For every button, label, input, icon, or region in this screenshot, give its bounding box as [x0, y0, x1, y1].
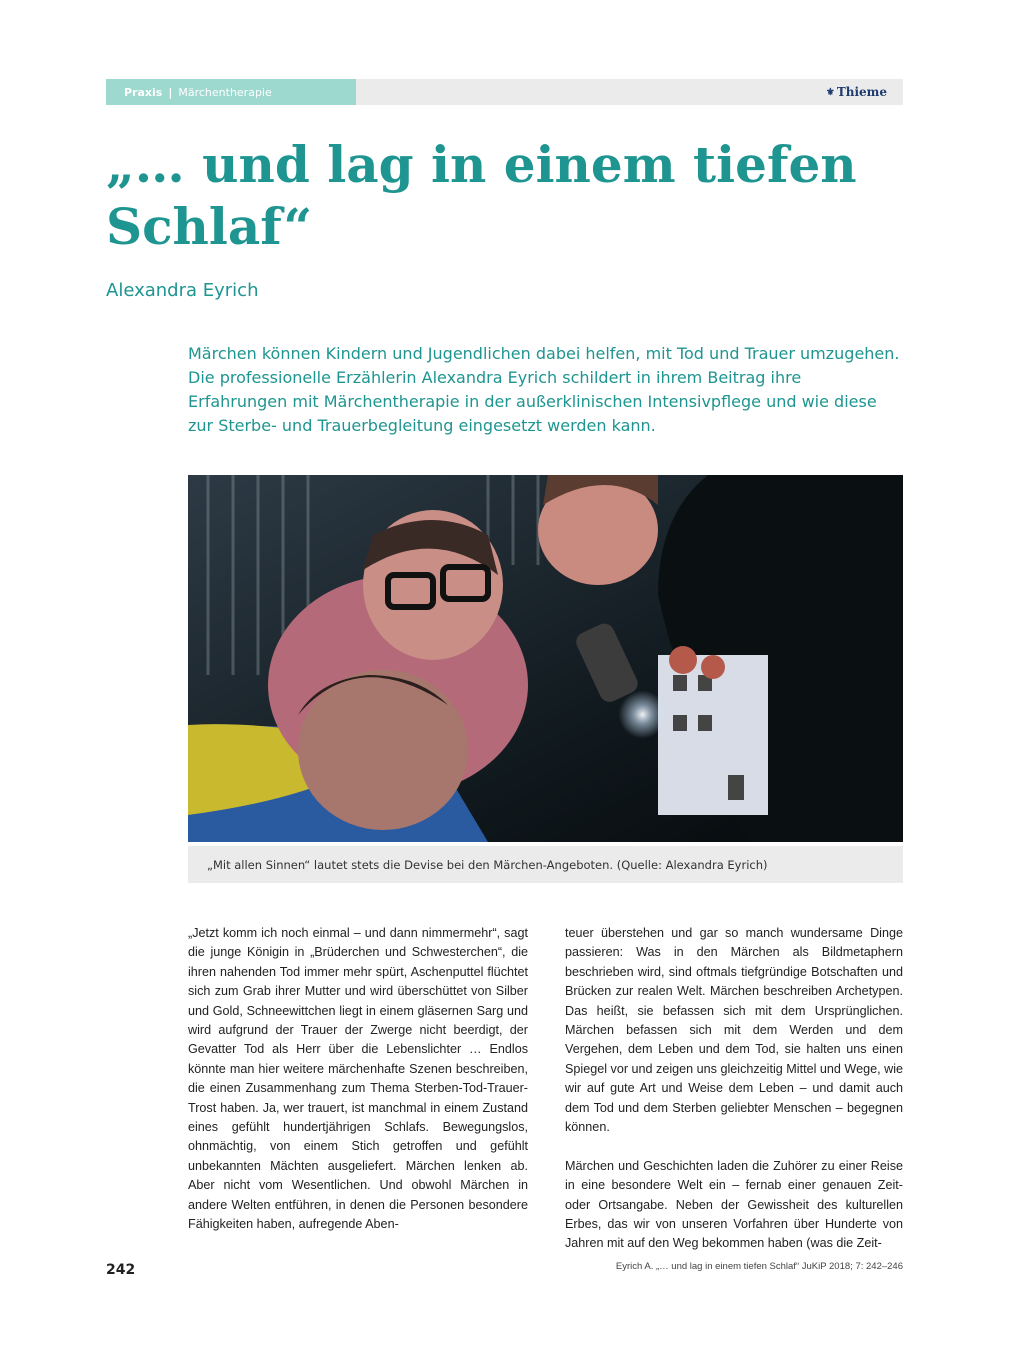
article-title [106, 134, 903, 258]
thieme-logo-icon: ⚜ [825, 86, 835, 98]
publisher-name: Thieme [836, 85, 887, 99]
title-line-1: „… und lag in einem tiefen [106, 135, 857, 194]
page-number: 242 [106, 1262, 136, 1278]
author-name: Alexandra Eyrich [106, 280, 259, 301]
body-column-right [565, 924, 903, 1254]
article-photo [188, 475, 903, 842]
figure-caption: „Mit allen Sinnen“ lautet stets die Devise bei den Märchen-Angeboten. (Quelle: Alexandra Eyrich) [188, 846, 903, 883]
body-paragraph: Märchen und Geschichten laden die Zuhörer zu einer Reise in eine besondere Welt ein – fernab einer genauen Zeit- oder Ortsangabe. Neben der Gewissheit des kulturellen Erbes, das wir von unseren Vorfahren über Hunderte von Jahren mit auf den Weg bekommen haben (was die Zeit- [565, 1158, 903, 1251]
section-label: Praxis [124, 85, 163, 99]
running-header [106, 79, 903, 105]
title-line-2: Schlaf“ [106, 197, 313, 256]
section-tab [106, 79, 356, 105]
body-column-left [188, 924, 528, 1235]
section-separator: | [168, 85, 173, 99]
body-paragraph: „Jetzt komm ich noch einmal – und dann nimmermehr“, sagt die junge Königin in „Brüderchen und Schwesterchen“, die ihren nahenden Tod immer mehr spürt, Aschenputtel flüchtet sich zum Grab ihrer Mutter und wird überschüttet von Silber und Gold, Schneewittchen liegt in einem gläsernen Sarg und wird aufgrund der Trauer der Zwerge nicht beerdigt, der Gevatter Tod als Herr über die Lebenslichter … Endlos könnte man hier weitere märchenhafte Szenen beschreiben, die einen Zusammenhang zum Thema Sterben-Tod-Trauer-Trost haben. Ja, wer trauert, ist manchmal in einem Zustand eines gefühlt hundertjährigen Schlafs. Bewegungslos, ohnmächtig, von einem Stich getroffen und gefühlt unbekannten Mächten ausgeliefert. Märchen lenken ab. Aber nicht vom Wesentlichen. Und obwohl Märchen in andere Welten entführen, in denen die Personen besondere Fähigkeiten haben, aufregende Aben- [188, 926, 528, 1232]
body-paragraph: teuer überstehen und gar so manch wundersame Dinge passieren: Was in den Märchen als Bildmetaphern beschrieben wird, sind oftmals tiefgründige Botschaften und Brücken zur realen Welt. Märchen beschreiben Archetypen. Das heißt, sie befassen sich mit dem Ursprünglichen. Märchen befassen sich mit dem Werden und dem Vergehen, dem Leben und dem Tod, sie halten uns einen Spiegel vor und zeigen uns gleichzeitig Mittel und Wege, wie wir auf gute Art und Weise dem Leben – und damit auch dem Tod und dem Sterben geliebter Menschen – begegnen können. [565, 926, 903, 1135]
publisher-logo [826, 79, 887, 105]
abstract: Märchen können Kindern und Jugendlichen dabei helfen, mit Tod und Trauer umzugehen. Die professionelle Erzählerin Alexandra Eyrich schildert in ihrem Beitrag ihre Erfahrungen mit Märchentherapie in der außerklinischen Intensivpflege und wie diese zur Sterbe- und Trauerbegleitung eingesetzt werden kann. [188, 344, 900, 435]
citation-footer: Eyrich A. „… und lag in einem tiefen Schlaf“ JuKiP 2018; 7: 242–246 [615, 1261, 903, 1272]
subsection-label: Märchentherapie [178, 85, 272, 99]
